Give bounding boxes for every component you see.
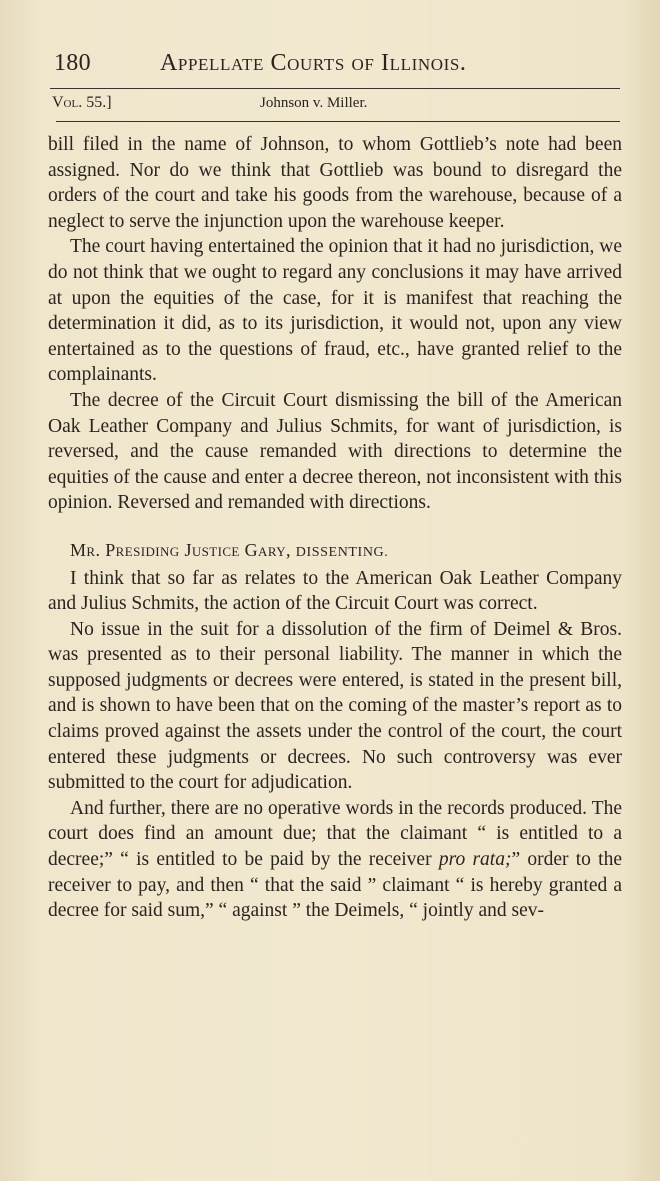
case-name: Johnson v. Miller. xyxy=(260,95,368,111)
case-subheader xyxy=(48,89,622,117)
opinion-paragraph: The decree of the Circuit Court dismissing the bill of the American Oak Leather Company and Julius Schmits, for want of jurisdiction, is reversed, and the cause remanded with directions to determine the equities of the cause and enter a decree thereon, not inconsistent with this opinion. Reversed and remanded with directions. xyxy=(48,389,622,514)
volume-label: Vol. 55.] xyxy=(52,94,112,111)
dissent-justice-name: Mr. Presiding Justice Gary, xyxy=(70,539,291,560)
opinion-paragraph: The court having entertained the opinion that it had no jurisdiction, we do not think that we ought to regard any conclusions it may have arrived at upon the equities of the case, for it is manifest that reaching the determination it did, as to its jurisdiction, it would not, upon any view entertained as to the questions of fraud, etc., have granted relief to the complainants. xyxy=(48,236,622,386)
subheader-rule xyxy=(56,121,620,122)
dissent-paragraph: No issue in the suit for a dissolution of the firm of Deimel & Bros. was presented as to their personal liability. The manner in which the supposed judgments or decrees were entered, is stated in the present bill, and is shown to have been that on the coming of the master’s report as to claims proved against the assets under the control of the court, the court entered these judgments or decrees. No such controversy was ever submitted to the court for adjudication. xyxy=(48,618,622,794)
dissent-text: ” order to the receiver to pay, and then “ that the said ” claimant “ is hereby granted a decree for said sum,” “ against ” the Deimels, “ jointly and sev- xyxy=(48,849,622,922)
dissent-text: And further, there are no operative words in the records produced. The court does find an amount due; that the claimant “ is entitled to a decree;” “ is entitled to be paid by the receiver xyxy=(48,797,622,871)
book-page xyxy=(48,50,622,924)
dissent-paragraph xyxy=(48,796,622,924)
dissent-paragraph: I think that so far as relates to the American Oak Leather Company and Julius Schmits, the action of the Circuit Court was correct. xyxy=(48,567,622,615)
page-number: 180 xyxy=(54,50,91,76)
journal-title: Appellate Courts of Illinois. xyxy=(160,50,467,76)
dissent-label: DISSENTING. xyxy=(295,544,389,560)
latin-phrase: pro rata; xyxy=(438,849,512,871)
body-text xyxy=(48,132,622,924)
running-head xyxy=(48,50,622,82)
opinion-paragraph: bill filed in the name of Johnson, to whom Gottlieb’s note had been assigned. Nor do we think that Gottlieb was bound to disregard the orders of the court and take his goods from the warehouse, because of a neglect to serve the injunction upon the warehouse keeper. xyxy=(48,134,622,232)
dissent-heading xyxy=(48,538,622,566)
